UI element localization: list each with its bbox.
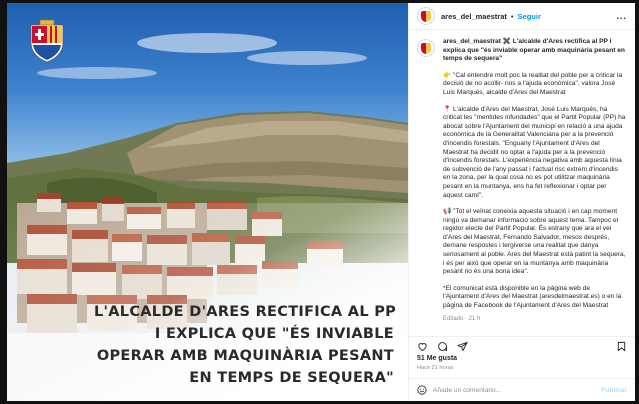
caption-row <box>409 30 635 323</box>
comment-input[interactable] <box>433 387 601 394</box>
crest-avatar-icon <box>421 43 431 54</box>
follow-button[interactable]: Seguir <box>517 11 541 21</box>
overlay-line: L'ALCALDE D'ARES RECTIFICA AL PP <box>94 304 397 320</box>
separator-dot: • <box>510 11 514 21</box>
share-icon[interactable] <box>457 341 468 352</box>
avatar[interactable] <box>417 39 435 57</box>
caption-paragraph: *El comunicat està disponible en la pàgina web de l'Ajuntament d'Ares del Maestrat (aresdelmaestrat.es) o en la pàgina de Facebook de l'Ajuntament d'Ares del Maestrat <box>443 284 622 310</box>
crest-avatar-icon <box>421 11 431 22</box>
likes-count[interactable]: 51 Me gusta <box>417 355 458 362</box>
heart-icon[interactable] <box>417 341 428 352</box>
header-username[interactable]: ares_del_maestrat <box>441 11 507 21</box>
post-overlay-headline <box>94 301 397 389</box>
comment-icon[interactable] <box>437 341 448 352</box>
post-time: Hace 21 horas <box>417 365 454 371</box>
comment-composer <box>409 378 635 401</box>
caption-scroll-area[interactable] <box>409 30 635 336</box>
avatar[interactable] <box>417 7 435 25</box>
overlay-line: OPERAR AMB MAQUINÀRIA PESANT <box>96 348 394 364</box>
caption-paragraph: 📢 "Tot el veïnat coneixia aquesta situació i en cap moment ningú va demanar informació sobre aquest tema. Tampoc el regidor electe del Partit Popular. És estrany que ara el vei d'Ares del Maestrat, Fernando Salvador, mesos després, demane respostes i tergiverse una realitat que danya seriosament al poble. Ares del Maestrat està patint la sequera, i és per això que operar en la muntanya amb maquinària pesant no és una bona idea". <box>443 208 626 276</box>
edited-label: Editado · 21 h <box>443 315 481 322</box>
post-side-panel <box>408 3 635 401</box>
action-bar <box>409 336 635 356</box>
caption-headline: ✖️ L'alcalde d'Ares rectifica al PP i explica que "és inviable operar amb maquinària pesant en temps de sequera" <box>443 38 625 63</box>
post-image[interactable] <box>7 3 408 401</box>
publish-button[interactable]: Publicar <box>600 386 627 394</box>
caption-text <box>443 38 627 323</box>
bookmark-icon[interactable] <box>616 341 627 352</box>
overlay-line: EN TEMPS DE SEQUERA" <box>189 370 394 386</box>
post-header <box>409 3 635 30</box>
caption-paragraph: 👉 "Cal entendre molt poc la realitat del poble per a criticar la decisió de no acollir- nos a l'ajuda econòmica", valora José Luis Marqués, alcalde d'Ares del Maestrat <box>443 71 623 96</box>
municipal-crest-icon <box>27 19 67 63</box>
caption-username[interactable]: ares_del_maestrat <box>443 38 501 45</box>
caption-paragraph: 📍 L'alcalde d'Ares del Maestrat, José Luis Marqués, ha criticat les "mentides infundades" que el Partit Popular (PP) ha abocat sobre l'Ajuntament del municipi en relació a una ajuda econòmica de la Generalitat Valenciana per a la prevenció d'incendis forestals. "Enguany l'Ajuntament d'Ares del Maestrat ha decidit no optar a l'ajuda per a la prevenció d'incendis forestals. L'experiència negativa amb aquesta línia de subvenció de l'any passat i l'actual risc extrem d'incendis en la zona, per la qual cosa no es pot utilitzar maquinària pesant en la muntanya, ens ha fet reflexionar i optar per aquest camí". <box>443 105 626 199</box>
overlay-line: I EXPLICA QUE "ÉS INVIABLE <box>154 326 394 342</box>
emoji-icon[interactable] <box>417 385 427 395</box>
more-options-button[interactable]: ... <box>616 11 627 21</box>
